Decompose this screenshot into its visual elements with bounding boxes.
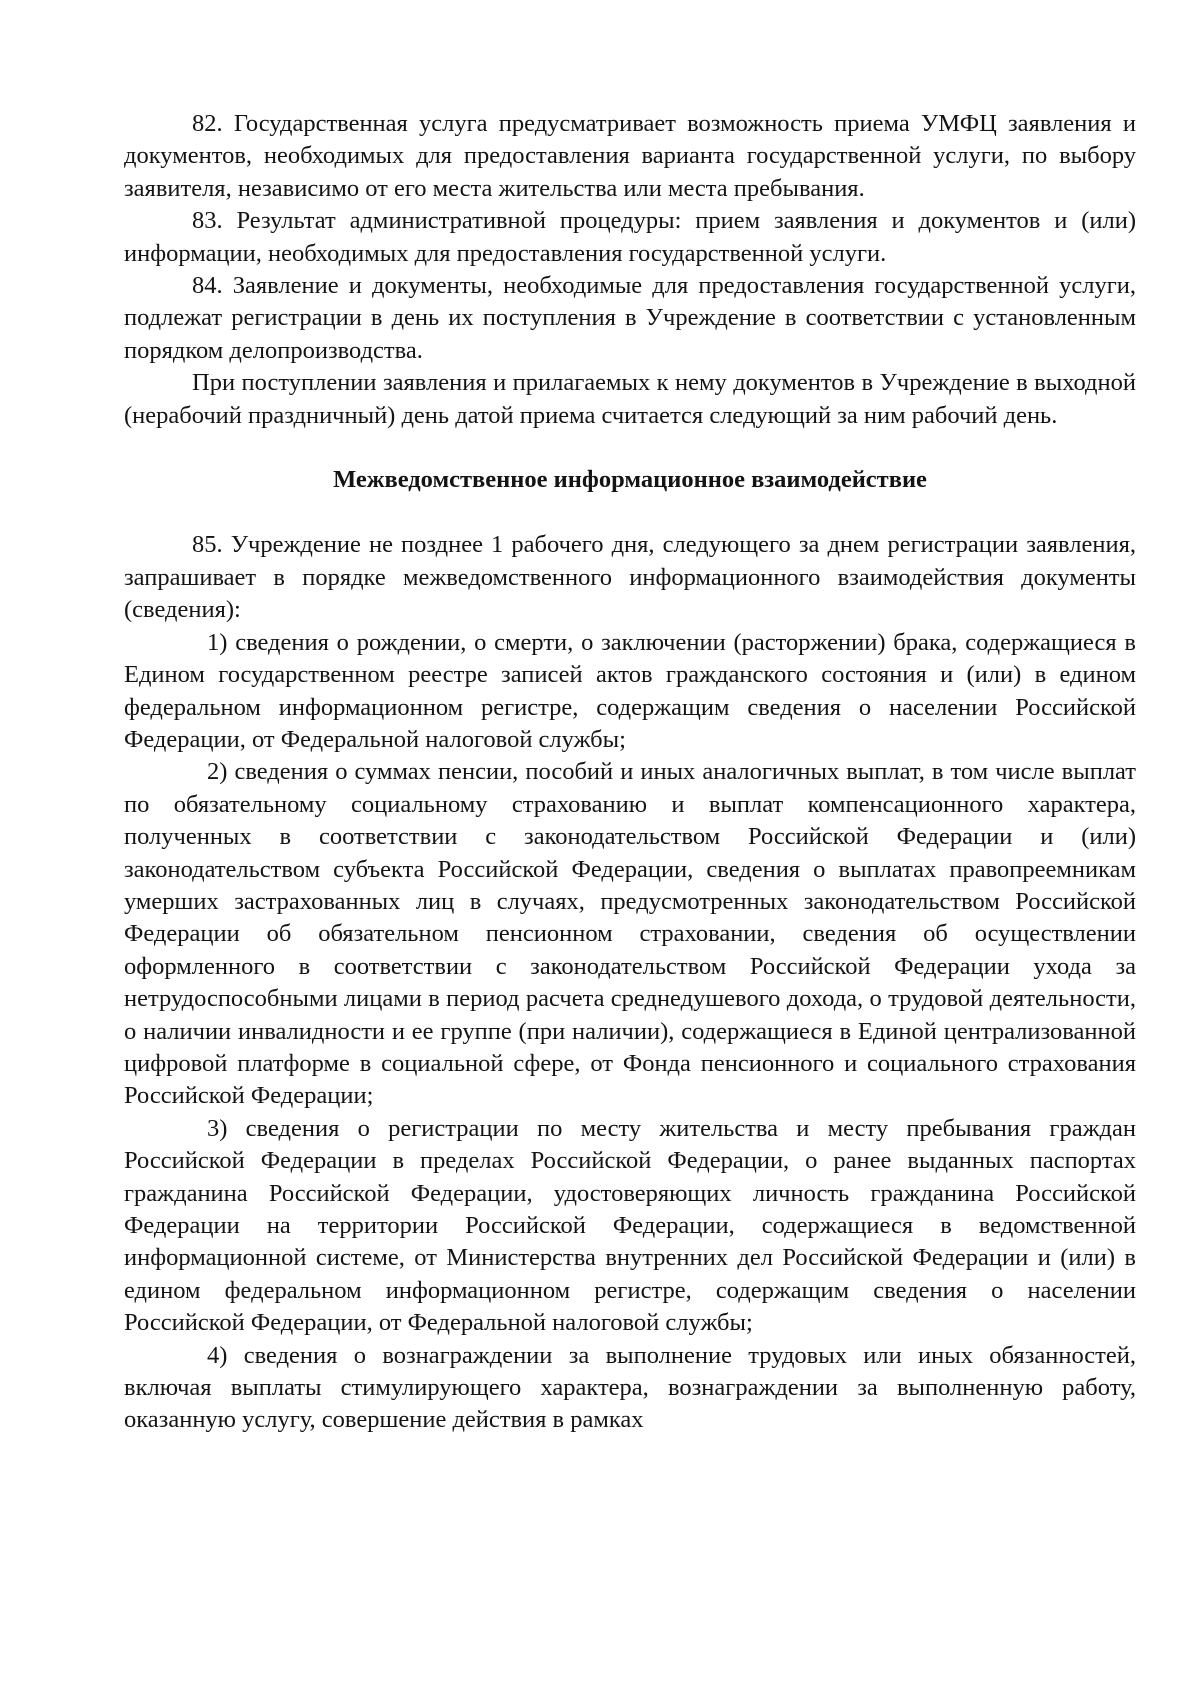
list-item-2: 2) сведения о суммах пенсии, пособий и иных аналогичных выплат, в том числе выплат по обязательному социальному страхованию и выплат компенсационного характера, полученных в соответствии с законодательством Российской Федерации и (или) законодательством субъекта Российской Федерации, сведения о выплатах правопреемникам умерших застрахованных лиц в случаях, предусмотренных законодательством Российской Федерации об обязательном пенсионном страховании, сведения об осуществлении оформленного в соответствии с законодательством Российской Федерации ухода за нетрудоспособными лицами в период расчета среднедушевого дохода, о трудовой деятельности, о наличии инвалидности и ее группе (при наличии), содержащиеся в Единой централизованной цифровой платформе в социальной сфере, от Фонда пенсионного и социального страхования Российской Федерации;: [124, 758, 1136, 1110]
paragraph-85: 85. Учреждение не позднее 1 рабочего дня, следующего за днем регистрации заявления, запрашивает в порядке межведомственного информационного взаимодействия документы (сведения):: [124, 531, 1136, 624]
paragraph-84-continuation: При поступлении заявления и прилагаемых к нему документов в Учреждение в выходной (нерабочий праздничный) день датой приема считается следующий за ним рабочий день.: [124, 369, 1136, 429]
list-item-4: 4) сведения о вознаграждении за выполнение трудовых или иных обязанностей, включая выплаты стимулирующего характера, вознаграждении за выполненную работу, оказанную услугу, совершение действия в рамках: [124, 1341, 1136, 1434]
document-page: [124, 108, 1136, 1437]
list-item-1: 1) сведения о рождении, о смерти, о заключении (расторжении) брака, содержащиеся в Едином государственном реестре записей актов гражданского состояния и (или) в едином федеральном информационном регистре, содержащим сведения о населении Российской Федерации, от Федеральной налоговой службы;: [124, 628, 1136, 753]
paragraph-83: 83. Результат административной процедуры: прием заявления и документов и (или) информации, необходимых для предоставления государственной услуги.: [124, 207, 1136, 267]
paragraph-84: 84. Заявление и документы, необходимые для предоставления государственной услуги, подлежат регистрации в день их поступления в Учреждение в соответствии с установленным порядком делопроизводства.: [124, 272, 1136, 364]
paragraph-82: 82. Государственная услуга предусматривает возможность приема УМФЦ заявления и документов, необходимых для предоставления варианта государственной услуги, по выбору заявителя, независимо от его места жительства или места пребывания.: [124, 110, 1136, 202]
section-heading: Межведомственное информационное взаимодействие: [333, 466, 927, 494]
list-item-3: 3) сведения о регистрации по месту жительства и месту пребывания граждан Российской Федерации в пределах Российской Федерации, о ранее выданных паспортах гражданина Российской Федерации, удостоверяющих личность гражданина Российской Федерации на территории Российской Федерации, содержащиеся в ведомственной информационной системе, от Министерства внутренних дел Российской Федерации и (или) в едином федеральном информационном регистре, содержащим сведения о населении Российской Федерации, от Федеральной налоговой службы;: [124, 1114, 1136, 1337]
